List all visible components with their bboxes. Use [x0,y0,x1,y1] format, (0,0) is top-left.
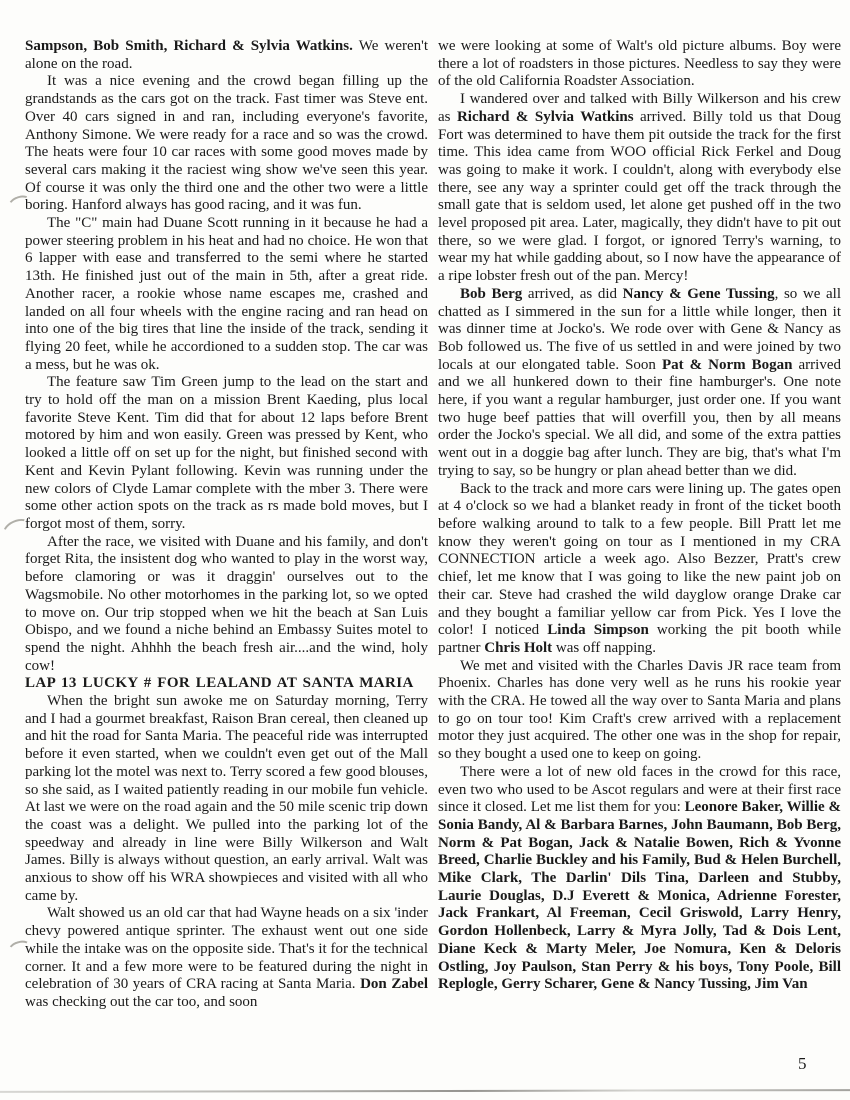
text-segment: We weren't alone on the road. [25,38,429,72]
text-segment: Walt showed us an old car that had Wayne heads on a six 'inder chevy powered antique sprinter. The exhaust went out one side while the intake was on the opposite side. That's it for the technical corner. It and a few more were to be featured during the night in celebration of 30 years of CRA racing at Santa Maria. [25,905,428,993]
bold-text-segment: Don Zabel [360,976,428,993]
text-segment: I wandered over and talked with Billy Wilkerson and his crew as [438,91,841,125]
text-segment: There were a lot of new old faces in the crowd for this race, even two who used to be Ascot regulars and were at their first race since it closed. Let me list them for you: [438,763,841,816]
text-segment: After the race, we visited with Duane and his family, and don't forget Rita, the insistent dog who wanted to play in the worst way, before clamoring or was it draggin' ourselves out to the Wagsmobile. No other motorhomes in the parking lot, so we opted to move on. Our trip stopped when we hit the beach at San Luis Obispo, and we found a niche behind an Embassy Suites motel to spend the night. Ahhhh the beach fresh air....and the wind, holy cow! [25,533,428,674]
bold-text-segment: Bob Berg [460,285,523,302]
paragraph [25,73,428,215]
paragraph [25,38,428,73]
bold-text-segment: Pat & Norm Bogan [661,356,793,373]
paragraph [25,693,428,905]
text-segment: arrived, as did [522,285,623,302]
text-segment: When the bright sun awoke me on Saturday morning, Terry and I had a gourmet breakfast, Raison Bran cereal, then cleaned up and hit the road for Santa Maria. The peaceful ride was interrupted before it even started, when we couldn't even get out of the Mall parking lot the motel was next to. Terry scored a few good blouses, so she said, as I waited patiently reading in our mobile fun vehicle. At last we were on the road again and the 50 mile scenic trip down the coast was a delight. We pulled into the parking lot of the speedway and already in line were Billy Wilkerson and Walt James. Billy is always without question, an early arrival. Walt was anxious to show off his WRA showpieces and visited with all who came by. [25,693,428,904]
bold-text-segment: Leonore Baker, Willie & Sonia Bandy, Al & Barbara Barnes, John Baumann, Bob Berg, Norm & Pat Bogan, Jack & Natalie Bowen, Rich & Yvonne Breed, Charlie Buckley and his Family, Bud & Helen Burchell, Mike Clark, The Darlin' Dils Tina, Darleen and Stubby, Laurie Douglas, D.J Everett & Monica, Adrienne Forester, Jack Frankart, Al Freeman, Cecil Griswold, Larry Henry, Gordon Hollenbeck, Larry & Myra Jolly, Tad & Dois Lent, Diane Keck & Marty Meler, Joe Nomura, Ken & Deloris Ostling, Joy Paulson, Stan Perry & his boys, Tony Poole, Bill Replogle, Gerry Scharer, Gene & Nancy Tussing, Jim Van [438,799,841,993]
text-segment: , so we all chatted as I simmered in the sun for a little while longer, then it was dinner time at Jocko's. We rode over with Gene & Nancy as Bob followed us. The five of us settled in and were joined by two locals at our elongated table. Soon [438,285,842,373]
paragraph [438,481,841,658]
paragraph [25,215,428,374]
scan-edge-line [0,1089,850,1093]
paragraph [438,38,841,91]
text-segment: The feature saw Tim Green jump to the lead on the start and try to hold off the man on a mission Brent Kaeding, plus local favorite Steve Kent. Tim did that for about 12 laps before Brent motored by him and won easily. Green was pressed by Kent, who looked a little off on set up for the night, but finished second with Kent and Kevin Pylant following. Kevin was running under the new colors of Clyde Lamar complete with the mber 3. There were some other action spots on the track as rs made bold moves, but I forgot most of them, sorry. [25,374,428,532]
text-segment: working the pit booth while partner [438,622,841,656]
text-segment: we were looking at some of Walt's old picture albums. Boy were there a lot of roadsters in those pictures. Needless to say they were of the old California Roadster Association. [438,38,841,90]
bold-text-segment: LAP 13 LUCKY # FOR LEALAND AT SANTA MARIA [25,675,414,692]
text-segment: We met and visited with the Charles Davis JR race team from Phoenix. Charles has done very well as he runs his rookie year with the CRA. He towed all the way over to Santa Maria and plans to go on tour too! Kim Craft's crew arrived with a replacement motor they just acquired. The other one was in the shop for repair, so they bought a used one to keep on going. [438,657,841,763]
bold-text-segment: Richard & Sylvia Watkins [456,108,634,125]
text-segment: was checking out the car too, and soon [25,993,258,1010]
section-heading [25,675,428,693]
bold-text-segment: Chris Holt [484,639,553,656]
paragraph [438,91,841,286]
bold-text-segment: Sampson, Bob Smith, Richard & Sylvia Watkins. [25,38,353,54]
text-segment: was off napping. [552,639,657,656]
paragraph [438,286,841,481]
left-column [25,38,428,1012]
paragraph [25,374,428,533]
text-segment: arrived. Billy told us that Doug Fort was determined to have them pit outside the track for the first time. This idea came from WOO official Rick Ferkel and Doug was going to make it work. I couldn't, along with everybody else there, see any way a sprinter could get off the track through the small gate that is seldom used, let alone get pushed off in the two level proposed pit area. Later, magically, they didn't have to pit out there, so we were glad. I forgot, or ignored Terry's warning, to wear my hat while gadding about, so I now have the appearance of a ripe lobster fresh out of the pan. Mercy! [438,108,841,285]
page-number: 5 [798,1054,808,1073]
paragraph [25,534,428,676]
text-segment: Back to the track and more cars were lining up. The gates open at 4 o'clock so we had a blanket ready in front of the ticket booth before walking around to talk to a few people. Bill Pratt let me know they weren't going on tour as I mentioned in my CRA CONNECTION article a week ago. Also Bezzer, Pratt's crew chief, let me know that I was going to like the new paint job on their car. Steve had crashed the wild dayglow orange Drake car and they bought a familiar yellow car from Pick. Yes I love the color! I noticed [438,480,841,639]
bold-text-segment: Linda Simpson [547,622,649,639]
text-segment: arrived and we all hunkered down to their fine hamburger's. One note here, if you want a regular hamburger, just order one. If you want two huge beef patties that will overfill you, then by all means order the Jocko's special. We all did, and some of the extra patties went out in a doggie bag after lunch. They are big, that's what I'm trying to say, so be hungry or plan ahead better than we did. [438,356,841,479]
text-segment: The "C" main had Duane Scott running in it because he had a power steering problem in his heat and had no choice. He won that 6 lapper with ease and transferred to the semi where he started 13th. He finished just out of the main in 5th, after a great ride. Another racer, a rookie whose name escapes me, crashed and landed on all four wheels with the engine racing and ran head on into one of the big tires that line the inside of the track, sending it flying 20 feet, while he accordioned to a sudden stop. The car was a mess, but he was ok. [25,215,428,373]
bold-text-segment: Nancy & Gene Tussing [622,285,775,302]
text-segment: It was a nice evening and the crowd began filling up the grandstands as the cars got on the track. Fast timer was Steve ent. Over 40 cars signed in and ran, including everyone's favorite, Anthony Simone. We were ready for a race and so was the crowd. The heats were four 10 car races with some good moves made by several cars making it the raciest wing show we've seen this year. Of course it was only the third one and the other two were a little boring. Hanford always has good racing, and it was fun. [25,73,428,214]
right-column [438,38,841,1012]
paragraph [438,764,841,994]
two-column-text-area [25,38,841,1012]
paragraph [438,658,841,764]
paragraph [25,905,428,1011]
